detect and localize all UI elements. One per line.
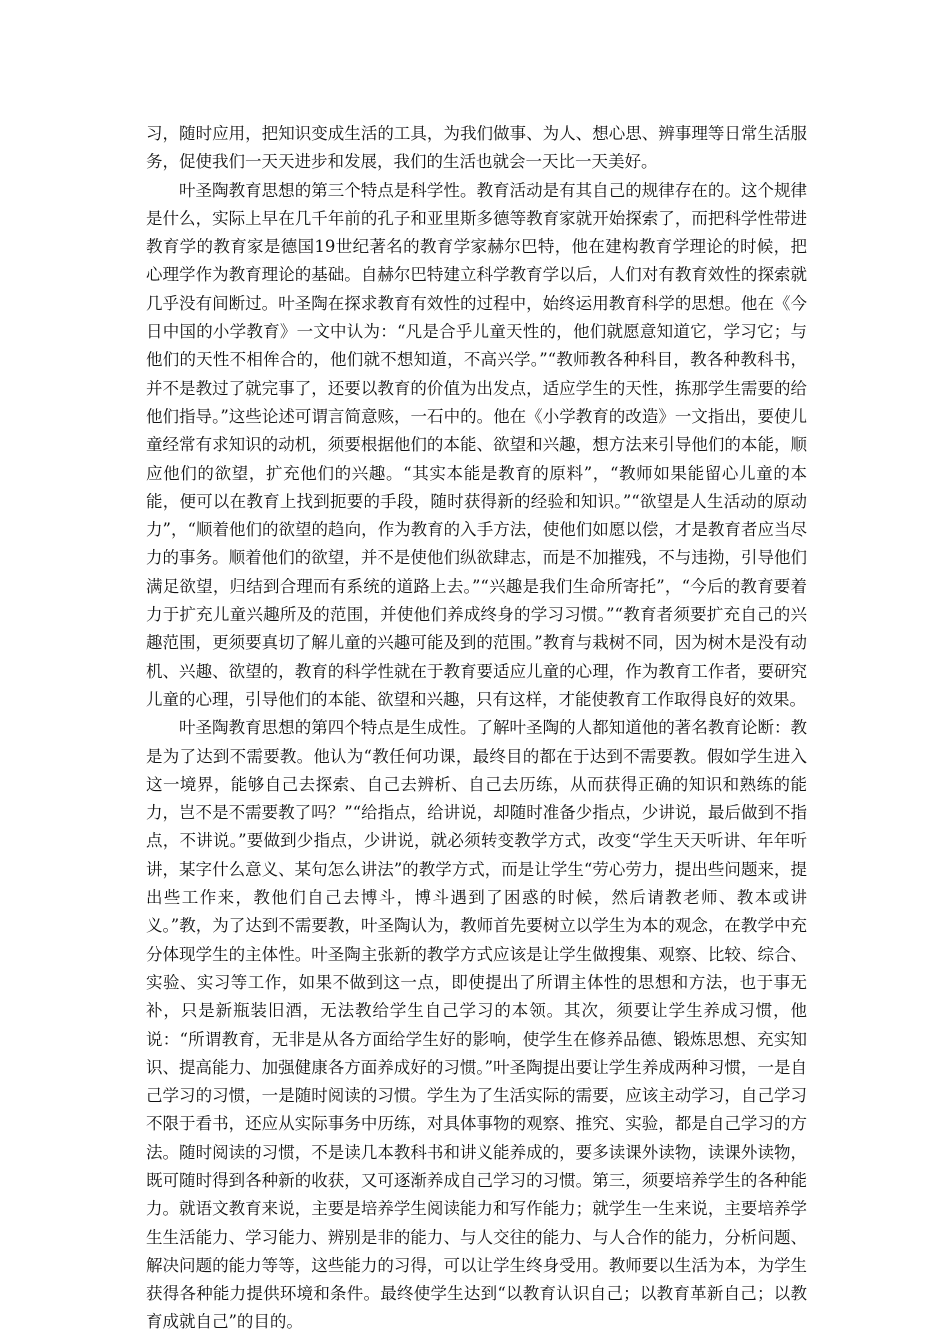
- document-body: [146, 120, 807, 1337]
- paragraph-generative-nature: 叶圣陶教育思想的第四个特点是生成性。了解叶圣陶的人都知道他的著名教育论断：教是为了达到不需要教。他认为“教任何功课，最终目的都在于达到不需要教。假如学生进入这一境界，能够自己去探索、自己去辨析、自己去历练，从而获得正确的知识和熟练的能力，岂不是不需要教了吗？”“给指点，给讲说，却随时准备少指点，少讲说，最后做到不指点，不讲说。”要做到少指点，少讲说，就必须转变教学方式，改变“学生天天听讲、年年听讲，某字什么意义、某句怎么讲法”的教学方式，而是让学生“劳心劳力，提出些问题来，提出些工作来，教他们自己去博斗，博斗遇到了困惑的时候，然后请教老师、教本或讲义。”教，为了达到不需要教，叶圣陶认为，教师首先要树立以学生为本的观念，在教学中充分体现学生的主体性。叶圣陶主张新的教学方式应该是让学生做搜集、观察、比较、综合、实验、实习等工作，如果不做到这一点，即使提出了所谓主体性的思想和方法，也于事无补，只是新瓶装旧酒，无法教给学生自己学习的本领。其次，须要让学生养成习惯，他说：“所谓教育，无非是从各方面给学生好的影响，使学生在修养品德、锻炼思想、充实知识、提高能力、加强健康各方面养成好的习惯。”叶圣陶提出要让学生养成两种习惯，一是自己学习的习惯，一是随时阅读的习惯。学生为了生活实际的需要，应该主动学习，自己学习不限于看书，还应从实际事务中历练，对具体事物的观察、推究、实验，都是自己学习的方法。随时阅读的习惯，不是读几本教科书和讲义能养成的，要多读课外读物，读课外读物，既可随时得到各种新的收获，又可逐渐养成自己学习的习惯。第三，须要培养学生的各种能力。就语文教育来说，主要是培养学生阅读能力和写作能力；就学生一生来说，主要培养学生生活能力、学习能力、辨别是非的能力、与人交往的能力、与人合作的能力，分析问题、解决问题的能力等等，这些能力的习得，可以让学生终身受用。教师要以生活为本，为学生获得各种能力提供环境和条件。最终使学生达到“以教育认识自己；以教育革新自己；以教育成就自己”的目的。: [146, 718, 807, 1332]
- paragraph-scientific-nature: 叶圣陶教育思想的第三个特点是科学性。教育活动是有其自己的规律存在的。这个规律是什么，实际上早在几千年前的孔子和亚里斯多德等教育家就开始探索了，而把科学性带进教育学的教育家是德国19世纪著名的教育学家赫尔巴特，他在建构教育学理论的时候，把心理学作为教育理论的基础。自赫尔巴特建立科学教育学以后，人们对有教育效性的探索就几乎没有间断过。叶圣陶在探求教育有效性的过程中，始终运用教育科学的思想。他在《今日中国的小学教育》一文中认为：“凡是合乎儿童天性的，他们就愿意知道它，学习它；与他们的天性不相侔合的，他们就不想知道，不高兴学。”“教师教各种科目，教各种教科书，并不是教过了就完事了，还要以教育的价值为出发点，适应学生的天性，拣那学生需要的给他们指导。”这些论述可谓言简意赅，一石中的。他在《小学教育的改造》一文指出，要使儿童经常有求知识的动机，须要根据他们的本能、欲望和兴趣，想方法来引导他们的本能，顺应他们的欲望，扩充他们的兴趣。“其实本能是教育的原料”，“教师如果能留心儿童的本能，便可以在教育上找到扼要的手段，随时获得新的经验和知识。”“欲望是人生活动的原动力”，“顺着他们的欲望的趋向，作为教育的入手方法，使他们如愿以偿，才是教育者应当尽力的事务。顺着他们的欲望，并不是使他们纵欲肆志，而是不加摧残，不与违拗，引导他们满足欲望，归结到合理而有系统的道路上去。”“兴趣是我们生命所寄托”，“今后的教育要着力于扩充儿童兴趣所及的范围，并使他们养成终身的学习习惯。”“教育者须要扩充自己的兴趣范围，更须要真切了解儿童的兴趣可能及到的范围。”教育与栽树不同，因为树木是没有动机、兴趣、欲望的，教育的科学性就在于教育要适应儿童的心理，作为教育工作者，要研究儿童的心理，引导他们的本能、欲望和兴趣，只有这样，才能使教育工作取得良好的效果。: [146, 180, 807, 709]
- paragraph-continuation: 习，随时应用，把知识变成生活的工具，为我们做事、为人、想心思、辨事理等日常生活服务，促使我们一天天进步和发展，我们的生活也就会一天比一天美好。: [146, 124, 807, 172]
